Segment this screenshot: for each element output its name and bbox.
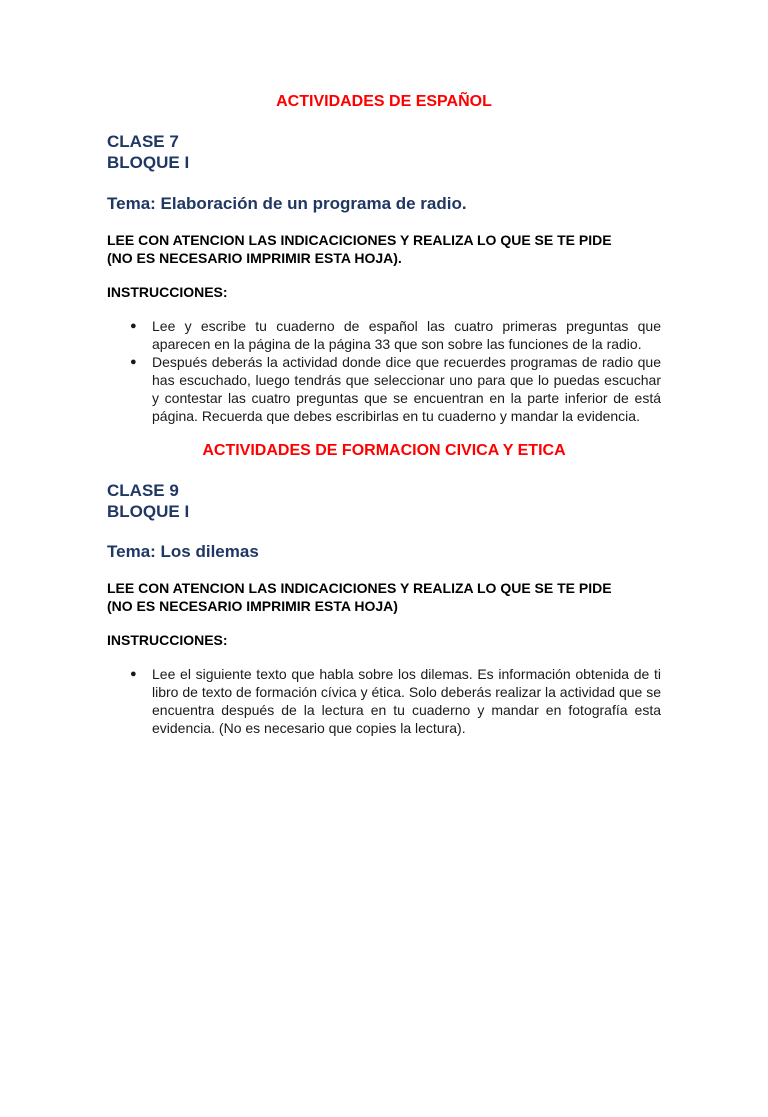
lee-line-2: (NO ES NECESARIO IMPRIMIR ESTA HOJA) bbox=[107, 598, 398, 614]
tema-heading: Tema: Los dilemas bbox=[107, 542, 259, 561]
lee-instruction bbox=[107, 579, 661, 615]
lee-line-2: (NO ES NECESARIO IMPRIMIR ESTA HOJA). bbox=[107, 250, 402, 266]
clase-number: CLASE 7 bbox=[107, 132, 179, 151]
instrucciones-label: INSTRUCCIONES: bbox=[107, 284, 228, 300]
bullet-dot-icon: ● bbox=[130, 356, 137, 368]
instruction-list bbox=[107, 665, 661, 737]
list-item bbox=[130, 353, 661, 425]
instruction-list bbox=[107, 317, 661, 425]
lee-instruction bbox=[107, 231, 661, 267]
bloque-number: BLOQUE I bbox=[107, 502, 190, 521]
document-page bbox=[0, 93, 768, 1117]
lee-line-1: LEE CON ATENCION LAS INDICACICIONES Y REALIZA LO QUE SE TE PIDE bbox=[107, 580, 612, 596]
clase-block bbox=[107, 480, 661, 522]
list-item-text: Lee y escribe tu cuaderno de español las cuatro primeras preguntas que aparecen en la página de la página 33 que son sobre las funciones de la radio. bbox=[152, 318, 661, 352]
bullet-dot-icon: ● bbox=[130, 668, 137, 680]
bullet-dot-icon: ● bbox=[130, 320, 137, 332]
instrucciones-label: INSTRUCCIONES: bbox=[107, 632, 228, 648]
list-item bbox=[130, 665, 661, 737]
list-item-text: Después deberás la actividad donde dice que recuerdes programas de radio que has escuchado, luego tendrás que seleccionar uno para que lo puedas escuchar y contestar las cuatro preguntas que se encuentran en la parte inferior de está página. Recuerda que debes escribirlas en tu cuaderno y mandar la evidencia. bbox=[152, 354, 661, 424]
section-title-civica: ACTIVIDADES DE FORMACION CIVICA Y ETICA bbox=[202, 442, 566, 459]
list-item-text: Lee el siguiente texto que habla sobre los dilemas. Es información obtenida de ti libro de texto de formación cívica y ética. Solo deberás realizar la actividad que se encuentra después de la lectura en tu cuaderno y mandar en fotografía esta evidencia. (No es necesario que copies la lectura). bbox=[152, 666, 661, 736]
lee-line-1: LEE CON ATENCION LAS INDICACICIONES Y REALIZA LO QUE SE TE PIDE bbox=[107, 232, 612, 248]
list-item bbox=[130, 317, 661, 353]
clase-number: CLASE 9 bbox=[107, 481, 179, 500]
section-title-espanol: ACTIVIDADES DE ESPAÑOL bbox=[276, 93, 492, 110]
bloque-number: BLOQUE I bbox=[107, 153, 190, 172]
tema-heading: Tema: Elaboración de un programa de radio. bbox=[107, 194, 467, 213]
clase-block bbox=[107, 131, 661, 173]
